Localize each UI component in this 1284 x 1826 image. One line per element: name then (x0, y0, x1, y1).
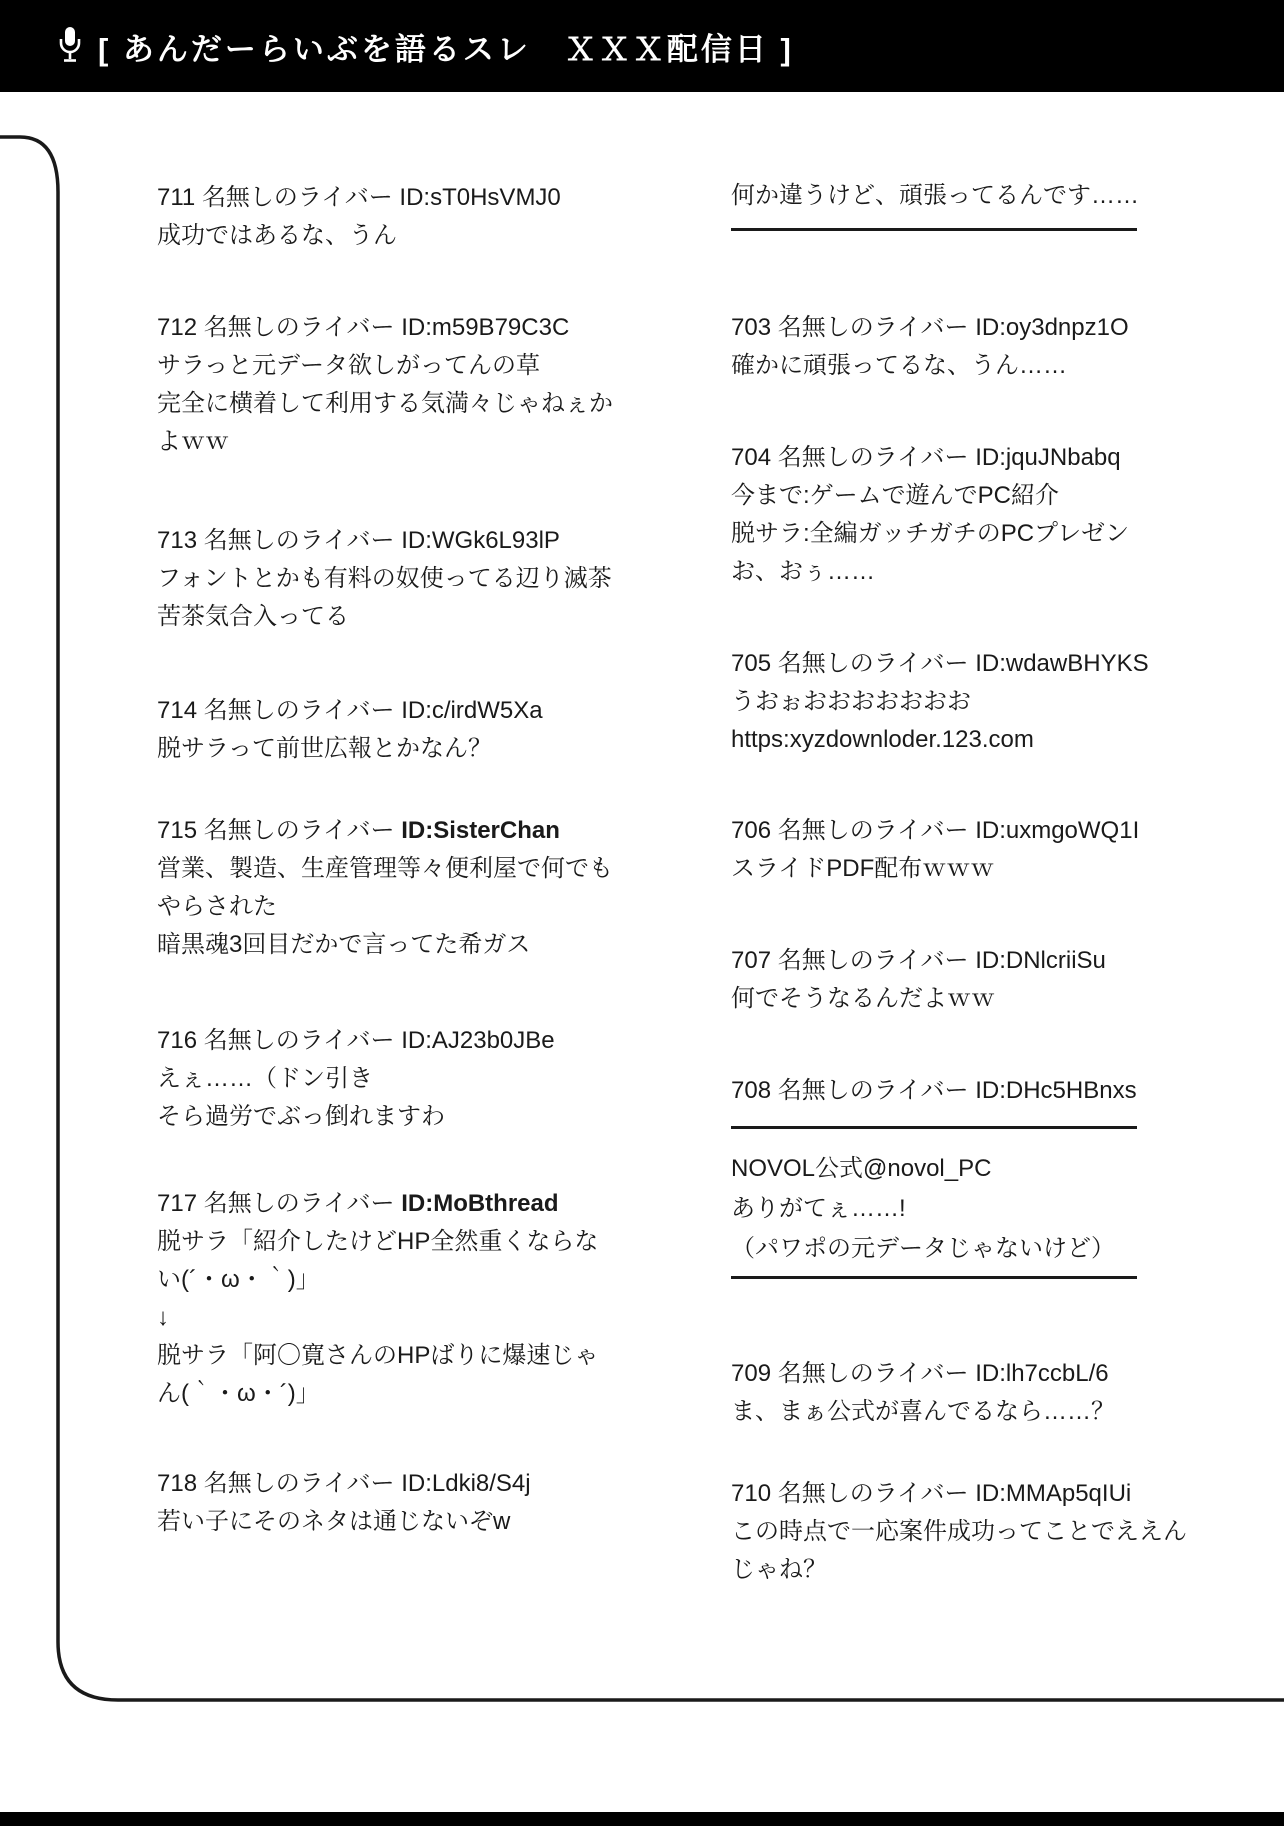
post-text-line: 苦茶気合入ってる (157, 603, 349, 630)
post-id: ID:AJ23b0JBe (401, 1027, 555, 1054)
post-header (731, 942, 1106, 980)
post-text-line: 成功ではあるな、うん (157, 222, 397, 249)
post-id: ID:MoBthread (401, 1190, 559, 1217)
post-author: 名無しのライバー (777, 817, 969, 844)
post-author: 名無しのライバー (777, 1480, 969, 1507)
post-id: ID:m59B79C3C (401, 314, 570, 341)
quote-text-line: （パワポの元データじゃないけど） (731, 1235, 1115, 1262)
post-text-line: フォントとかも有料の奴使ってる辺り滅茶 (157, 565, 612, 592)
post-709 (731, 1355, 1115, 1431)
post-text-line: 確かに頑張ってるな、うん…… (731, 352, 1067, 379)
post-number: 706 (731, 817, 772, 844)
post-number: 705 (731, 650, 772, 677)
post-703 (731, 309, 1129, 385)
separator-line (731, 1276, 1137, 1279)
post-number: 704 (731, 444, 772, 471)
post-id: ID:uxmgoWQ1I (975, 817, 1140, 844)
post-id: ID:wdawBHYKS (975, 650, 1149, 677)
post-706 (731, 812, 1139, 888)
post-author: 名無しのライバー (203, 314, 395, 341)
post-author: 名無しのライバー (203, 1470, 395, 1497)
post-header (157, 179, 561, 217)
post-header (157, 1465, 531, 1503)
post-text-line: 今まで:ゲームで遊んでPC紹介 (731, 482, 1060, 509)
post-header (157, 1022, 555, 1060)
post-text-line: そら過労でぶっ倒れますわ (157, 1103, 445, 1130)
post-id: ID:lh7ccbL/6 (975, 1360, 1109, 1387)
post-header (157, 812, 613, 850)
post-708 (731, 1072, 1137, 1110)
post-header (157, 692, 543, 730)
quote-account-name: NOVOL公式@novol_PC (731, 1155, 992, 1182)
post-id: ID:oy3dnpz1O (975, 314, 1129, 341)
post-712 (157, 309, 613, 461)
post-text-line: 暗黒魂3回目だかで言ってた希ガス (157, 931, 531, 958)
post-text-line: 脱サラ:全編ガッチガチのPCプレゼン (731, 520, 1130, 547)
post-text-line: 若い子にそのネタは通じないぞw (157, 1508, 511, 1535)
post-number: 716 (157, 1027, 198, 1054)
post-author: 名無しのライバー (777, 444, 969, 471)
post-text-line: 何でそうなるんだよｗｗ (731, 985, 995, 1012)
post-715 (157, 812, 613, 964)
thread-title-bar (0, 0, 1284, 92)
post-text-line: 脱サラ「阿〇寛さんのHPばりに爆速じゃ (157, 1342, 599, 1369)
post-header (157, 309, 613, 347)
post-number: 703 (731, 314, 772, 341)
post-header (731, 812, 1139, 850)
post-id: ID:DNlcriiSu (975, 947, 1106, 974)
post-text-line: 何か違うけど、頑張ってるんです…… (731, 182, 1139, 209)
post-705 (731, 645, 1149, 759)
post-713 (157, 522, 612, 636)
post-text-line: い(´・ω・｀)」 (157, 1266, 320, 1293)
post-author: 名無しのライバー (777, 1360, 969, 1387)
post-header (731, 1475, 1187, 1513)
post-text-line: スライドPDF配布ｗｗｗ (731, 855, 995, 882)
post-number: 708 (731, 1077, 772, 1104)
post-text-line: えぇ……（ドン引き (157, 1065, 373, 1092)
post-text-line: ↓ (157, 1304, 169, 1331)
post-id: ID:c/irdW5Xa (401, 697, 543, 724)
post-author: 名無しのライバー (203, 817, 395, 844)
post-author: 名無しのライバー (203, 1027, 395, 1054)
post-author: 名無しのライバー (777, 947, 969, 974)
post-text-line: じゃね？ (731, 1556, 827, 1583)
post-number: 710 (731, 1480, 772, 1507)
post-711 (157, 179, 561, 255)
post-author: 名無しのライバー (777, 314, 969, 341)
post-number: 715 (157, 817, 198, 844)
microphone-icon (56, 24, 84, 68)
post-text-line: 脱サラ「紹介したけどHP全然重くならな (157, 1228, 599, 1255)
post-text-line: ん(｀・ω・´)」 (157, 1380, 320, 1407)
post-text-line: 営業、製造、生産管理等々便利屋で何でも (157, 855, 613, 882)
post-id: ID:Ldki8/S4j (401, 1470, 531, 1497)
post-text-line: お、おぅ…… (731, 558, 875, 585)
post-header (731, 1072, 1137, 1110)
separator-line (731, 1126, 1137, 1129)
post-continuation (731, 177, 1139, 215)
post-number: 718 (157, 1470, 198, 1497)
post-id: ID:DHc5HBnxs (975, 1077, 1137, 1104)
post-header (731, 645, 1149, 683)
post-number: 709 (731, 1360, 772, 1387)
post-707 (731, 942, 1106, 1018)
post-link-text: https:xyzdownloder.123.com (731, 726, 1034, 753)
post-author: 名無しのライバー (777, 650, 969, 677)
post-header (731, 439, 1129, 477)
post-author: 名無しのライバー (201, 184, 393, 211)
post-id: ID:jquJNbabq (975, 444, 1121, 471)
post-714 (157, 692, 543, 768)
post-header (157, 1185, 598, 1223)
post-number: 713 (157, 527, 198, 554)
page-bottom-band (0, 1812, 1284, 1826)
post-id: ID:WGk6L93lP (401, 527, 560, 554)
post-number: 717 (157, 1190, 198, 1217)
post-text-line: 脱サラって前世広報とかなん？ (157, 735, 493, 762)
post-author: 名無しのライバー (203, 1190, 395, 1217)
post-header (731, 309, 1129, 347)
post-author: 名無しのライバー (777, 1077, 969, 1104)
quote-text-line: ありがてぇ……! (731, 1195, 906, 1222)
separator-line (731, 228, 1137, 231)
post-id: ID:MMAp5qIUi (975, 1480, 1132, 1507)
post-text-line: やらされた (157, 893, 277, 920)
post-id: ID:sT0HsVMJ0 (399, 184, 561, 211)
quoted-official-reply (731, 1149, 1115, 1269)
post-text-line: サラっと元データ欲しがってんの草 (157, 352, 541, 379)
post-717 (157, 1185, 598, 1413)
thread-title: [ あんだーらいぶを語るスレ ＸＸＸ配信日 ] (98, 31, 794, 67)
post-716 (157, 1022, 555, 1136)
post-710 (731, 1475, 1187, 1589)
post-text-line: よｗｗ (157, 428, 229, 455)
post-number: 712 (157, 314, 198, 341)
post-text-line: 完全に横着して利用する気満々じゃねぇか (157, 390, 613, 417)
post-id: ID:SisterChan (401, 817, 560, 844)
post-author: 名無しのライバー (203, 697, 395, 724)
post-text-line: うおぉおおおおおおお (731, 688, 971, 715)
post-number: 707 (731, 947, 772, 974)
post-704 (731, 439, 1129, 591)
post-header (157, 522, 612, 560)
post-text-line: この時点で一応案件成功ってことでええん (731, 1518, 1187, 1545)
post-number: 714 (157, 697, 198, 724)
post-718 (157, 1465, 531, 1541)
post-text-line: ま、まぁ公式が喜んでるなら……？ (731, 1398, 1115, 1425)
post-header (731, 1355, 1115, 1393)
post-number: 711 (157, 184, 196, 211)
post-author: 名無しのライバー (203, 527, 395, 554)
